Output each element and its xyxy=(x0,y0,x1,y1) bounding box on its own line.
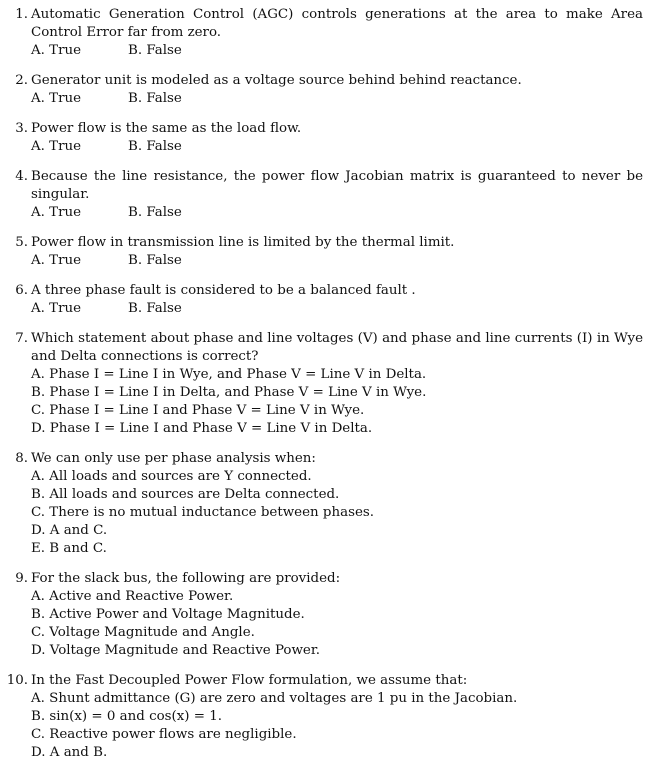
question-number: 7. xyxy=(15,331,28,346)
question-stem: Power flow is the same as the load flow. xyxy=(31,121,302,136)
option-a: A. True xyxy=(31,205,82,220)
options xyxy=(31,90,643,108)
option-e: E. B and C. xyxy=(31,541,107,556)
option-a: A. True xyxy=(31,301,82,316)
option-b: B. All loads and sources are Delta connected. xyxy=(31,487,340,502)
question-10 xyxy=(6,672,643,762)
question-stem: We can only use per phase analysis when: xyxy=(31,451,316,466)
question-3 xyxy=(10,120,643,156)
question-stem: Which statement about phase and line voltages (V) and phase and line currents (I) in Wye and Delta connections is correct? xyxy=(31,331,643,364)
option-b: B. False xyxy=(128,253,182,268)
question-number: 10. xyxy=(6,673,28,688)
options xyxy=(31,42,643,60)
option-b: B. False xyxy=(128,205,182,220)
question-7 xyxy=(10,330,643,438)
question-5 xyxy=(10,234,643,270)
option-d: D. A and B. xyxy=(31,745,108,760)
question-8 xyxy=(10,450,643,558)
option-a: A. Active and Reactive Power. xyxy=(31,589,234,604)
option-d: D. Voltage Magnitude and Reactive Power. xyxy=(31,643,321,658)
question-number: 2. xyxy=(15,73,28,88)
option-b: B. Active Power and Voltage Magnitude. xyxy=(31,607,305,622)
option-a: A. True xyxy=(31,253,82,268)
question-6 xyxy=(10,282,643,318)
option-c: C. Reactive power flows are negligible. xyxy=(31,727,297,742)
option-a: A. All loads and sources are Y connected. xyxy=(31,469,312,484)
option-d: D. Phase I = Line I and Phase V = Line V in Delta. xyxy=(31,421,373,436)
options xyxy=(31,300,643,318)
options xyxy=(31,204,643,222)
option-c: C. There is no mutual inductance between phases. xyxy=(31,505,374,520)
options xyxy=(31,252,643,270)
question-stem: For the slack bus, the following are provided: xyxy=(31,571,341,586)
question-number: 8. xyxy=(15,451,28,466)
question-2 xyxy=(10,72,643,108)
question-number: 1. xyxy=(15,7,28,22)
option-d: D. A and C. xyxy=(31,523,108,538)
option-a: A. True xyxy=(31,91,82,106)
question-stem: Generator unit is modeled as a voltage source behind behind reactance. xyxy=(31,73,522,88)
option-b: B. False xyxy=(128,91,182,106)
question-number: 5. xyxy=(15,235,28,250)
option-a: A. Phase I = Line I in Wye, and Phase V = Line V in Delta. xyxy=(31,367,427,382)
question-stem: Automatic Generation Control (AGC) controls generations at the area to make Area Control Error far from zero. xyxy=(31,7,643,40)
option-b: B. False xyxy=(128,43,182,58)
option-c: C. Voltage Magnitude and Angle. xyxy=(31,625,255,640)
option-b: B. sin(x) = 0 and cos(x) = 1. xyxy=(31,709,223,724)
question-stem: Power flow in transmission line is limited by the thermal limit. xyxy=(31,235,455,250)
question-1 xyxy=(10,6,643,60)
options xyxy=(31,138,643,156)
option-a: A. True xyxy=(31,139,82,154)
option-b: B. Phase I = Line I in Delta, and Phase V = Line V in Wye. xyxy=(31,385,427,400)
question-number: 4. xyxy=(15,169,28,184)
question-9 xyxy=(10,570,643,660)
option-b: B. False xyxy=(128,139,182,154)
question-stem: Because the line resistance, the power flow Jacobian matrix is guaranteed to never be singular. xyxy=(31,169,643,202)
question-4 xyxy=(10,168,643,222)
option-b: B. False xyxy=(128,301,182,316)
option-c: C. Phase I = Line I and Phase V = Line V in Wye. xyxy=(31,403,365,418)
option-a: A. True xyxy=(31,43,82,58)
option-a: A. Shunt admittance (G) are zero and voltages are 1 pu in the Jacobian. xyxy=(31,691,518,706)
question-number: 3. xyxy=(15,121,28,136)
question-number: 9. xyxy=(15,571,28,586)
question-number: 6. xyxy=(15,283,28,298)
question-stem: A three phase fault is considered to be a balanced fault . xyxy=(31,283,416,298)
question-stem: In the Fast Decoupled Power Flow formulation, we assume that: xyxy=(31,673,468,688)
